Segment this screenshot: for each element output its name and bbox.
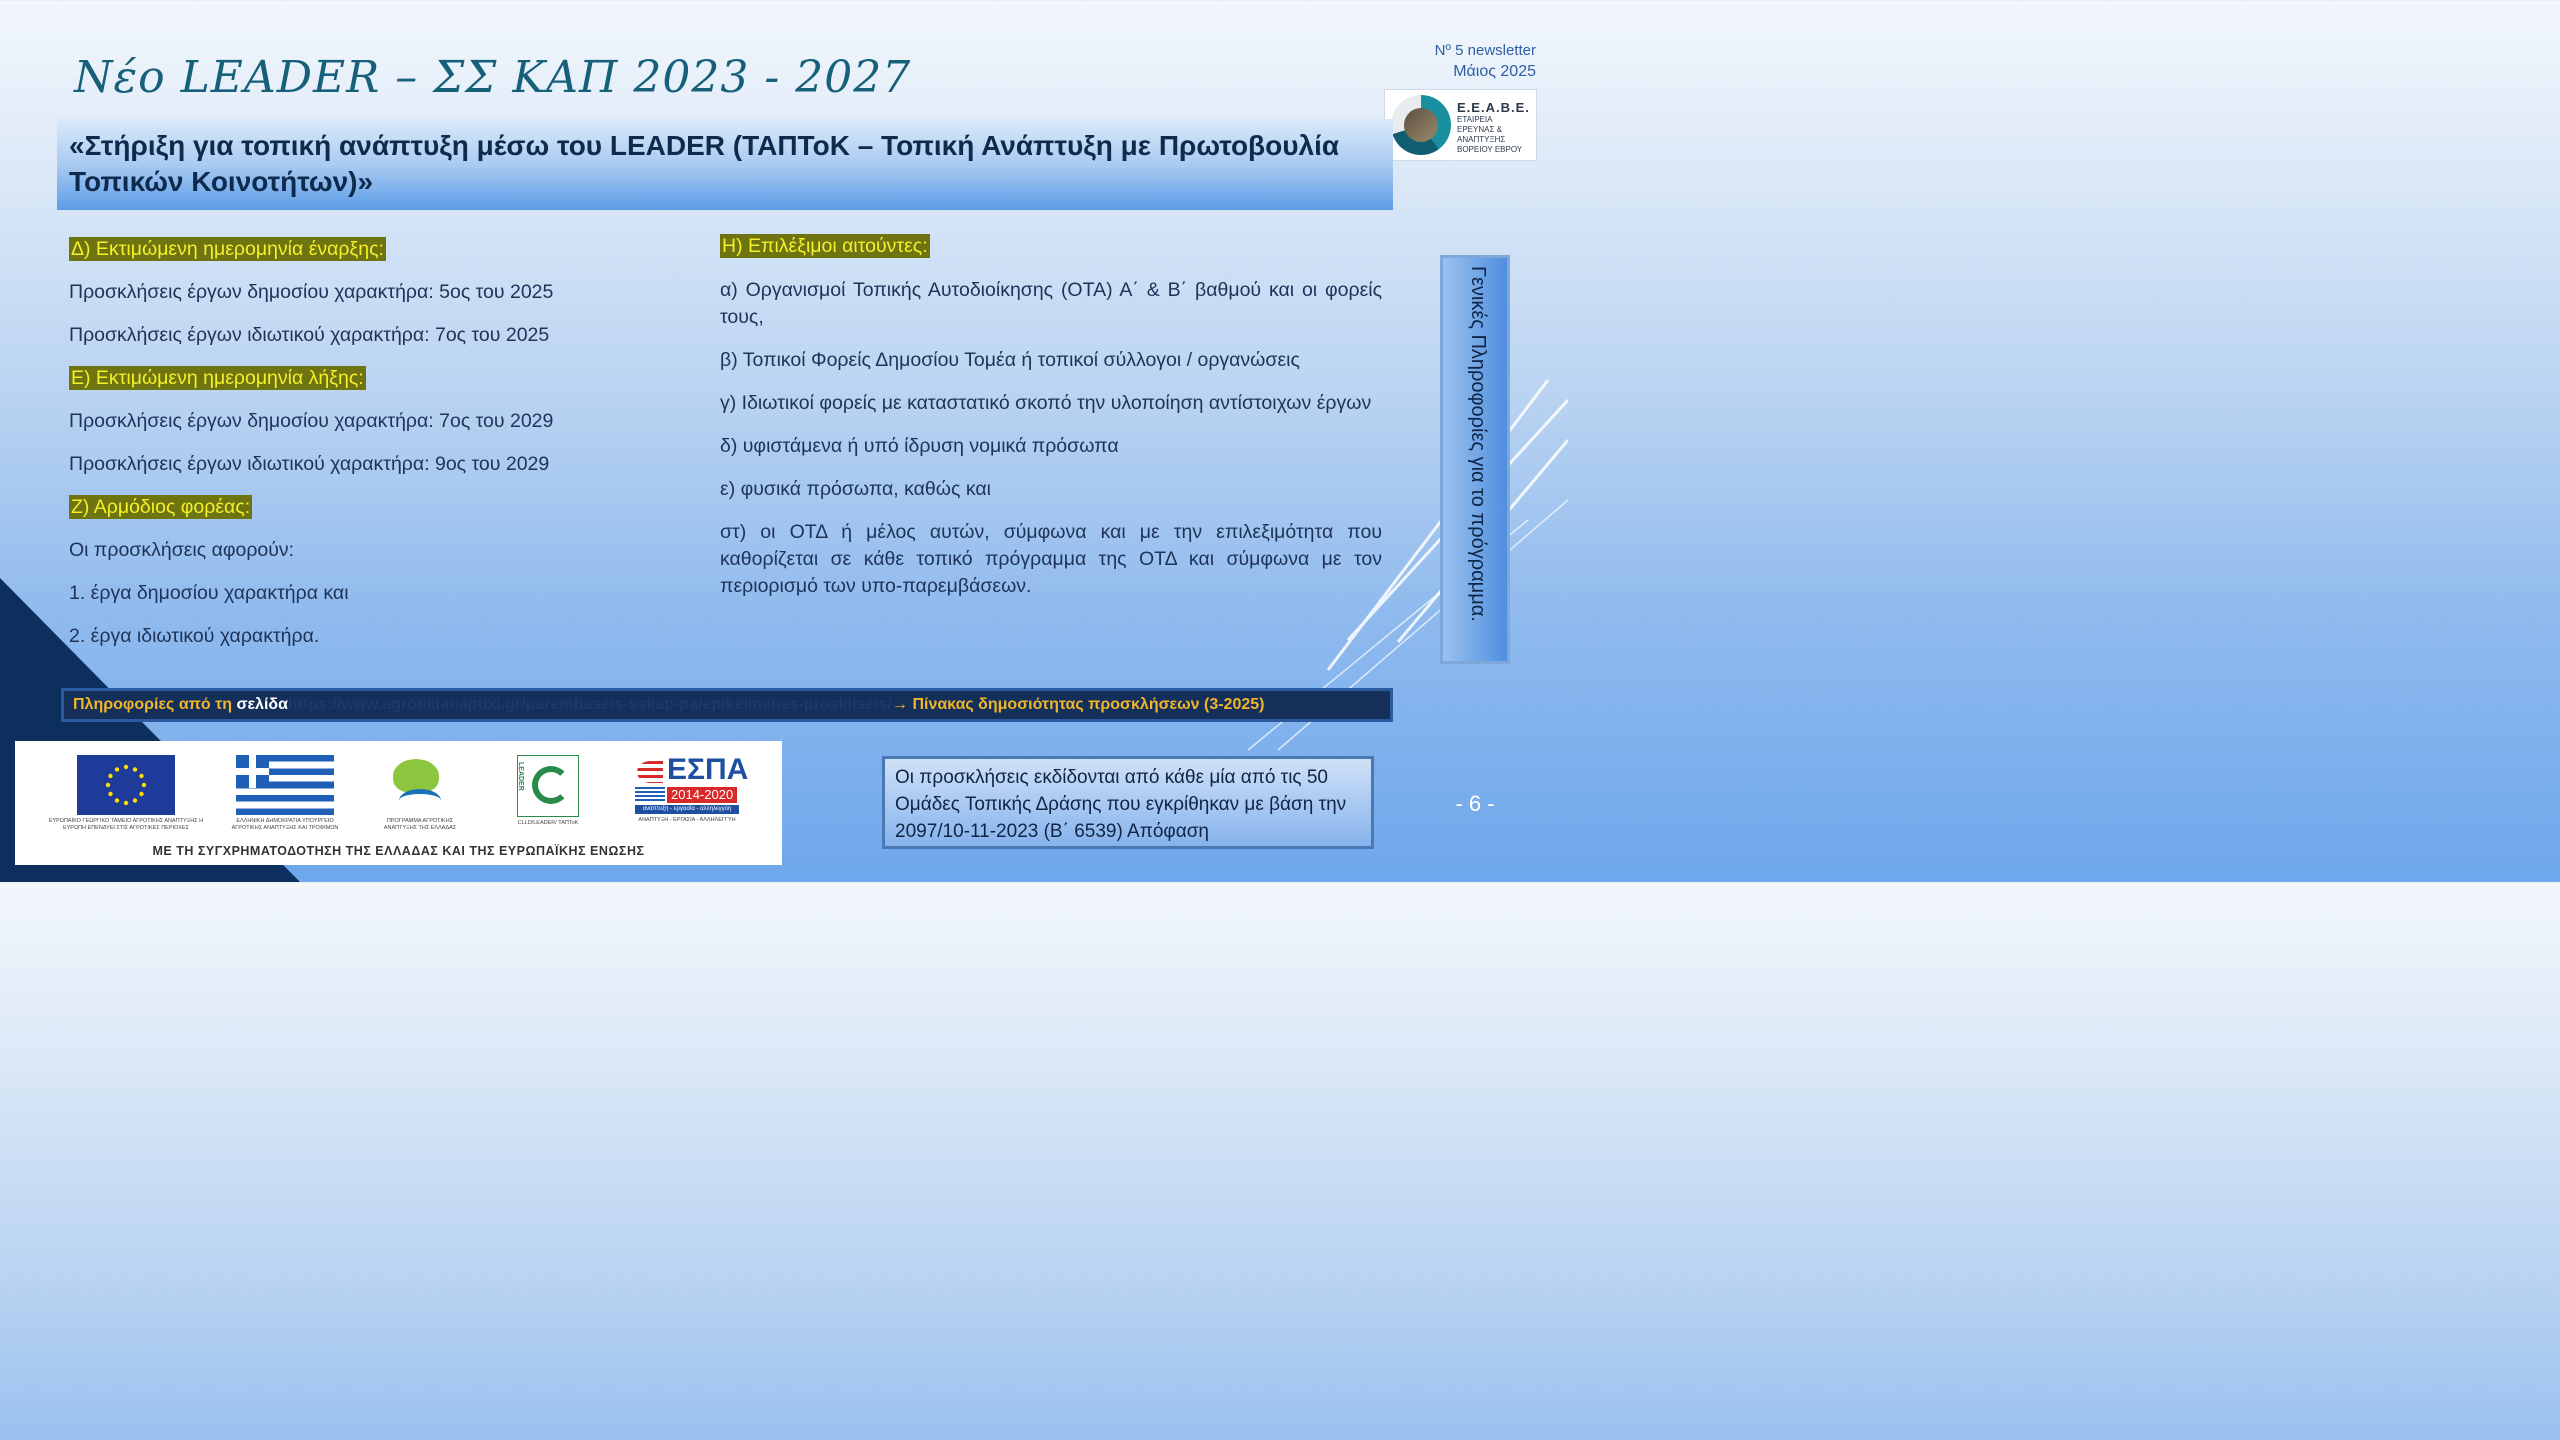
eu-logo [42,755,210,832]
eligible-applicants-heading: Η) Επιλέξιμοι αιτούντες: [722,235,928,257]
logo-line: ΒΟΡΕΙΟΥ ΕΒΡΟΥ [1457,145,1523,154]
responsible-body-heading: Ζ) Αρμόδιος φορέας: [71,496,251,518]
espa-slogan: ανάπτυξη - εργασία - αλληλεγγύη [635,805,739,814]
applicant-item: δ) υφιστάμενα ή υπό ίδρυση νομικά πρόσωπα [720,435,1119,457]
logo-line: ΕΤΑΙΡΕΙΑ [1457,115,1493,124]
rural-program-logo [375,755,465,832]
arrow-right-icon: → [891,696,908,713]
end-public-text: Προσκλήσεις έργων δημοσίου χαρακτήρα: 7ος του 2029 [69,410,554,432]
side-tab-label: Γενικές Πληροφορίες για το πρόγραμμα. [1467,266,1489,622]
eu-flag-small-icon [635,787,665,803]
subtitle-text: «Στήριξη για τοπική ανάπτυξη μέσω του LEADER (ΤΑΠΤοΚ – Τοπική Ανάπτυξη με Πρωτοβουλία Τοπικών Κοινοτήτων)» [69,130,1340,197]
end-date-heading: Ε) Εκτιμώμενη ημερομηνία λήξης: [71,367,364,389]
applicant-item: στ) οι ΟΤΔ ή μέλος αυτών, σύμφωνα και με την επιλεξιμότητα που καθορίζεται σε κάθε τοπικό πρόγραμμα της ΟΤΔ και σύμφωνα με τον περιορισμό των υπο-παρεμβάσεων. [720,521,1382,597]
page-title: Νέο LEADER – ΣΣ ΚΑΠ 2023 - 2027 [74,52,912,103]
start-private-text: Προσκλήσεις έργων ιδιωτικού χαρακτήρα: 7ος του 2025 [69,324,550,346]
leader-mark: LEADER [517,762,524,791]
subtitle-banner [57,119,1393,210]
end-private-text: Προσκλήσεις έργων ιδιωτικού χαρακτήρα: 9ος του 2029 [69,453,550,475]
applicant-item: α) Οργανισμοί Τοπικής Αυτοδιοίκησης (ΟΤΑ) Α΄ & Β΄ βαθμού και οι φορείς τους, [720,279,1382,328]
issue-date: Μάιος 2025 [1453,63,1536,80]
eu-caption: ΕΥΡΩΠΑΪΚΟ ΓΕΩΡΓΙΚΟ ΤΑΜΕΙΟ ΑΓΡΟΤΙΚΗΣ ΑΝΑΠΤΥΞΗΣ Η ΕΥΡΩΠΗ ΕΠΕΝΔΥΕΙ ΣΤΙΣ ΑΓΡΟΤΙΚΕΣ ΠΕΡΙΟΧΕΣ [48,818,204,831]
cofunding-footer: ΜΕ ΤΗ ΣΥΓΧΡΗΜΑΤΟΔΟΤΗΣΗ ΤΗΣ ΕΛΛΑΔΑΣ ΚΑΙ ΤΗΣ ΕΥΡΩΠΑΪΚΗΣ ΕΝΩΣΗΣ [152,844,645,858]
right-column [720,233,1382,616]
logo-name: Ε.Ε.Α.Β.Ε. [1457,100,1530,115]
left-column [69,235,689,665]
calls-item: 1. έργα δημοσίου χαρακτήρα και [69,582,349,604]
logo-emblem [1391,95,1451,155]
side-tab-general-info[interactable] [1440,255,1510,664]
greek-flag-icon [236,755,334,815]
tree-icon [385,755,455,815]
leader-logo [508,755,588,827]
logo-line: ΑΝΑΠΤΥΞΗΣ [1457,135,1506,144]
applicant-item: β) Τοπικοί Φορείς Δημοσίου Τομέα ή τοπικοί σύλλογοι / οργανώσεις [720,349,1300,371]
espa-years: 2014-2020 [667,787,737,803]
lag-note-box: Οι προσκλήσεις εκδίδονται από κάθε μία από τις 50 Ομάδες Τοπικής Δράσης που εγκρίθηκαν με βάση την 2097/10-11-2023 (Β΄ 6539) Απόφαση [882,756,1374,849]
espa-waves-icon [637,761,663,783]
info-url-link[interactable]: https://www.agrotikianaptixi.gr/parembaseis-sskap-pa/epikeimenes-proskliseis/ [287,696,892,713]
applicant-item: γ) Ιδιωτικοί φορείς με καταστατικό σκοπό την υλοποίηση αντίστοιχων έργων [720,392,1372,414]
applicant-item: ε) φυσικά πρόσωπα, καθώς και [720,478,991,500]
start-date-heading: Δ) Εκτιμώμενη ημερομηνία έναρξης: [71,238,384,260]
espa-title: ΕΣΠΑ [667,753,749,786]
espa-caption: ΑΝΑΠΤΥΞΗ - ΕΡΓΑΣΙΑ - ΑΛΛΗΛΕΓΓΥΗ [638,817,736,823]
info-word: σελίδα [236,696,288,713]
eeabe-logo [1384,89,1537,161]
rural-program-caption: ΠΡΟΓΡΑΜΜΑ ΑΓΡΟΤΙΚΗΣ ΑΝΑΠΤΥΞΗΣ ΤΗΣ ΕΛΛΑΔΑΣ [383,818,457,831]
issue-number: Nº 5 newsletter [1434,42,1536,59]
calls-item: 2. έργα ιδιωτικού χαρακτήρα. [69,625,320,647]
calls-intro: Οι προσκλήσεις αφορούν: [69,539,295,561]
info-prefix: Πληροφορίες από τη [73,696,233,713]
info-link-bar [61,688,1393,722]
logo-line: ΕΡΕΥΝΑΣ & [1457,125,1502,134]
page-number: - 6 - [1455,791,1495,816]
greek-ministry-caption: ΕΛΛΗΝΙΚΗ ΔΗΜΟΚΡΑΤΙΑ ΥΠΟΥΡΓΕΙΟ ΑΓΡΟΤΙΚΗΣ ΑΝΑΠΤΥΞΗΣ ΚΑΙ ΤΡΟΦΙΜΩΝ [231,818,339,831]
espa-logo [627,755,747,824]
eu-flag-icon [77,755,175,815]
start-public-text: Προσκλήσεις έργων δημοσίου χαρακτήρα: 5ος του 2025 [69,281,554,303]
leader-caption: CLLD/LEADER/ ΤΑΠΤοΚ [517,820,579,826]
publicity-table-link[interactable]: Πίνακας δημοσιότητας προσκλήσεων (3-2025) [912,696,1265,713]
funding-logos [15,741,782,865]
leader-emblem-icon [517,755,579,817]
greek-ministry-logo [225,755,345,832]
issue-info [1435,40,1536,82]
